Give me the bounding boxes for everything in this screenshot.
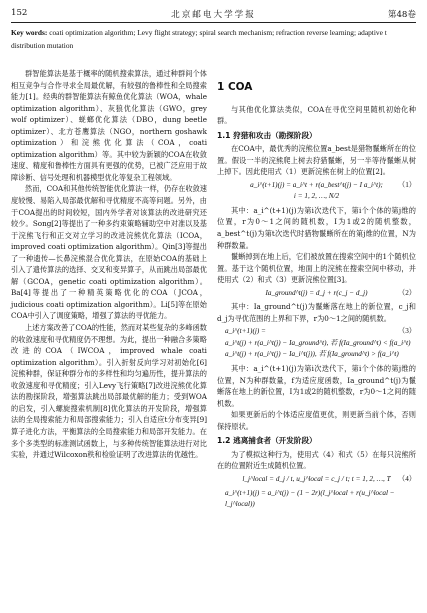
equation-5 [217,488,416,511]
keywords-text: coati optimization algorithm; Levy flight strategy; spiral search mechanism; refraction reverse learning; adaptive t distribution mutation [11,28,387,50]
volume-label: 第48卷 [387,10,416,20]
equation-3-lhs: a_i^(t+1)(j) = [225,327,266,336]
paragraph-eq3-explanation: 其中：a_i^(t+1)(j)为第i次迭代下，第i个个体的第j维的位置，N为种群数量，f为适应度函数，Ia_ground^t(j)为鬣蜥落在地上的新位置，I为1或2的随机整数，r为0～1之间的随机数。 [217,364,416,408]
intro-paragraph-2: 然而，COA和其他传统智能优化算法一样，仍存在收敛速度较慢、易陷入局部最优解和寻优精度不高等问题。另外，由于COA提出的时间较短，国内外学者对该算法的改进研究还较少。Song[2]等提出了一种多约束策略辅助空中对准以及基于浣熊飞行和正交对立学习的改进浣熊优化算法（ICOA，improved coati optimization algorithm）。Qin[3]等提出了一种遗传—长鼻浣熊混合优化算法，在原始COA的基础上引入了遗传算法的选择、交叉和变异算子，从而跳出局部最优解（GCOA，genetic coati optimization algorithm）。Ba[4]等提出了一种精英策略优化的COA（JCOA，judicious coati optimization algorithm）。Li[5]等在原始COA中引入了调度策略，增强了算法的寻优能力。 [11,184,207,321]
page-number: 152 [11,8,28,18]
equation-4-number: （4） [398,474,416,483]
equation-3-case-1: a_i^t(j) + r(a_i^t(j) − Ia_ground^t), 若 f(Ia_ground^t) < f(a_i^t) [225,338,411,347]
paragraph-exploration: 在COA中，最优秀的浣熊位置a_best是猎物鬣蜥所在的位置。假设一半的浣熊爬上树去狩猎鬣蜥，另一半等待鬣蜥从树上掉下。因此使用式（1）更新浣熊在树上的位置[2]。 [217,144,416,177]
journal-title: 北京邮电大学学报 [171,10,256,20]
intro-paragraph-1: 群智能算法是基于概率的随机搜索算法，通过种群间个体相互竞争与合作寻求全局最优解，有较强的鲁棒性和全局搜索能力[1]。经典的群智能算法有鲸鱼优化算法（WOA，whale optimization algorithm）、灰狼优化算法（GWO，grey wolf optimizer）、蜣螂优化算法（DBO，dung beetle optimizer）、北方苍鹰算法（NGO，northern goshawk optimization）和浣熊优化算法（COA，coati optimization algorithm）等。其中较为新颖的COA在收敛速度、精度和鲁棒性方面具有更强的优势，已被广泛应用于故障诊断、信号处理和机器模型优化等复杂工程领域。 [11,69,207,182]
subsection-title-2: 1.2 逃离捕食者（开发阶段） [217,436,317,446]
left-column [11,68,207,461]
section-title: 1 COA [217,81,253,93]
equation-2-body: Ia_ground^t(j) = d_j + r(c_j − d_j) [265,288,368,297]
equation-1-line-1: a_i^(t+1)(j) = a_i^t + r(a_best^t(j) − I a_i^t); [250,180,383,189]
paragraph-exploitation: 为了模拟这种行为，使用式（4）和式（5）在每只浣熊所在的位置附近生成随机位置。 [217,449,416,471]
equation-4-body: l_j^local = d_j / t, u_j^local = c_j / t; t = 1, 2, …, T [242,474,391,483]
keywords-block [11,27,416,52]
intro-paragraph-3: 上述方案改善了COA的性能，然而对某些复杂的多峰函数的收敛速度和寻优精度仍不理想。为此，提出一种融合多策略改进的COA（IWCOA，improved whale coati optimization algorithm）。引入折射反向学习对初始化[6]浣熊种群，保证种群分布的多样性和均匀遍历性，提升算法的收敛速度和寻优精度；引入Levy飞行策略[7]改进浣熊优化算法的勘探阶段，增强算法跳出局部最优解的能力；受到WOA的启发，引入螺旋搜索机制[8]优化算法的开发阶段，增强算法的全局搜索能力和局部搜索能力；引入自适应t分布变异[9]算子进化方法，平衡算法的全局搜索能力和局部开发能力。在多个多类型的标准测试函数上，与多种传统智能算法进行对比实验，并通过Wilcoxon秩和检验证明了改进算法的优越性。 [11,323,207,460]
subsection-title-1: 1.1 狩猎和攻击（勘探阶段） [217,130,317,140]
paragraph-ground: 鬣蜥掉到在地上后，它们被放置在搜索空间中的1个随机位置。基于这个随机位置，地面上的浣熊在搜索空间中移动，并使用式（2）和式（3）更新浣熊位置[3]。 [217,252,416,285]
right-column [217,68,416,513]
equation-3-case-2: a_i^t(j) + r(a_i^t(j) − Ia_i^t(j)), 若 f(Ia_ground^t) > f(a_i^t) [225,350,399,359]
equation-1-number: （1） [398,180,416,189]
paragraph-update-rule: 如果更新后的个体适应度值更优，则更新当前个体，否则保持原状。 [217,410,416,431]
running-header [11,6,416,23]
paragraph-eq1-explanation: 其中：a_i^(t+1)(j)为第i次迭代下，第i个个体的第j维的位置，r为0～1之间的随机数，I为1或2的随机整数，a_best^t(j)为第t次迭代时猎物鬣蜥所在的第j维的位置，N为种群数量。 [217,205,416,250]
equation-3-number: （3） [398,327,416,336]
section-intro: 与其他优化算法类似，COA在寻优空间里随机初始化种群。 [217,104,416,126]
keywords-label: Key words: [11,28,48,37]
paragraph-eq2-explanation: 其中：Ia_ground^t(j)为鬣蜥落在地上的新位置，c_j和d_j为寻优范围的上界和下界，r为0～1之间的随机数。 [217,302,416,323]
equation-3 [217,326,416,361]
equation-4 [217,474,416,486]
equation-1-line-2: i = 1, 2, …, N/2 [293,192,340,201]
equation-1 [217,180,416,203]
equation-2 [217,288,416,300]
equation-5-body: a_i^(t+1)(j) = a_i^t(j) − (1 − 2r)(l_j^local + r(u_j^local − l_j^local)) [225,488,395,509]
equation-2-number: （2） [398,288,416,297]
